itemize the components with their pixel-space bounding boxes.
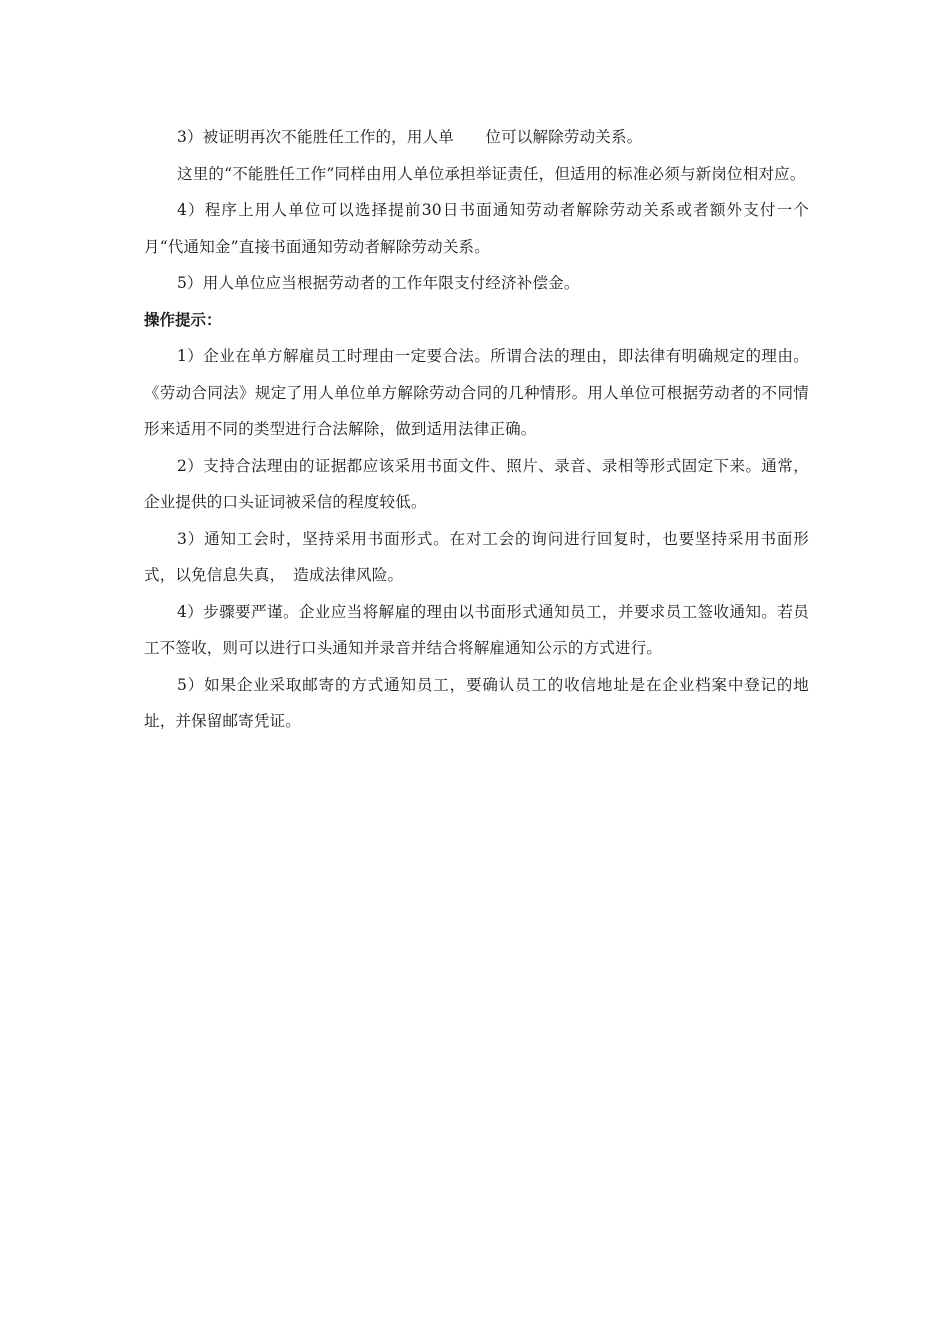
section-heading-tips: 操作提示： xyxy=(144,310,222,329)
paragraph-item-3: 3）被证明再次不能胜任工作的，用人单 位可以解除劳动关系。 xyxy=(177,128,643,146)
tip-item-2: 2）支持合法理由的证据都应该采用书面文件、照片、录音、录相等形式固定下来。通常，企业提供的口头证词被采信的程度较低。 xyxy=(144,456,809,511)
tip-item-4: 4）步骤要严谨。企业应当将解雇的理由以书面形式通知员工，并要求员工签收通知。若员工不签收，则可以进行口头通知并录音并结合将解雇通知公示的方式进行。 xyxy=(144,602,809,657)
tip-item-3: 3）通知工会时，坚持采用书面形式。在对工会的询问进行回复时，也要坚持采用书面形式，以免信息失真， 造成法律风险。 xyxy=(144,529,809,584)
paragraph-item-5: 5）用人单位应当根据劳动者的工作年限支付经济补偿金。 xyxy=(177,274,580,292)
paragraph-item-4: 4）程序上用人单位可以选择提前30日书面通知劳动者解除劳动关系或者额外支付一个月“代通知金”直接书面通知劳动者解除劳动关系。 xyxy=(144,201,809,256)
tip-item-1: 1）企业在单方解雇员工时理由一定要合法。所谓合法的理由，即法律有明确规定的理由。《劳动合同法》规定了用人单位单方解除劳动合同的几种情形。用人单位可根据劳动者的不同情形来适用不同的类型进行合法解除，做到适用法律正确。 xyxy=(144,347,809,438)
paragraph-standard-note: 这里的“不能胜任工作”同样由用人单位承担举证责任，但适用的标准必须与新岗位相对应。 xyxy=(177,164,806,183)
tip-item-5: 5）如果企业采取邮寄的方式通知员工，要确认员工的收信地址是在企业档案中登记的地址，并保留邮寄凭证。 xyxy=(144,675,809,730)
document-body xyxy=(144,119,809,740)
